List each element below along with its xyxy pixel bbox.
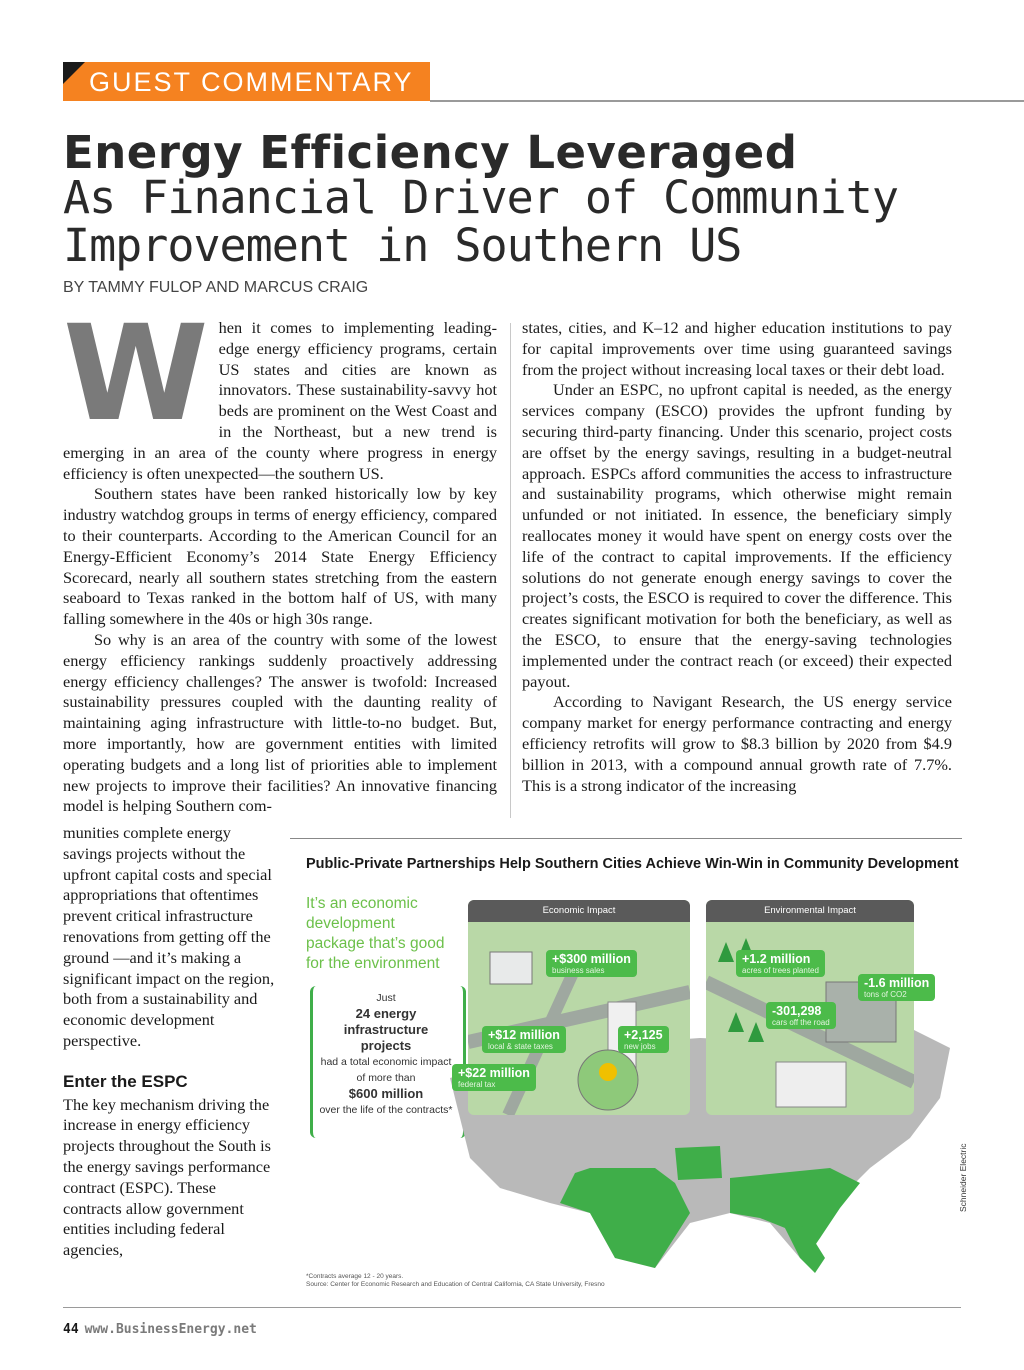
callout-co2 bbox=[858, 974, 935, 1001]
callout-label: federal tax bbox=[458, 1080, 496, 1089]
footer-site-link[interactable]: www.BusinessEnergy.net bbox=[84, 1322, 257, 1337]
figure-title: Public-Private Partnerships Help Southern Cities Achieve Win-Win in Community Development bbox=[306, 856, 959, 872]
figure-source: Source: Center for Economic Research and Education of Central California, CA State University, Fresno bbox=[306, 1281, 605, 1288]
bracket-text bbox=[318, 990, 454, 1118]
subtitle-line-1: As Financial Driver of Community bbox=[63, 171, 898, 224]
column-divider bbox=[510, 323, 511, 818]
bracket-just: Just bbox=[376, 992, 396, 1004]
callout-value: +1.2 million bbox=[742, 952, 811, 966]
callout-value: +$22 million bbox=[458, 1066, 530, 1080]
banner-rule bbox=[430, 100, 1024, 102]
callout-value: +2,125 bbox=[624, 1028, 663, 1042]
callout-value: +$300 million bbox=[552, 952, 631, 966]
map-south-texas-icon bbox=[560, 1168, 690, 1268]
right-paragraph-1: states, cities, and K–12 and higher education institutions to pay for capital improvements over time using guaranteed savings from the project without increasing local taxes or their debt load. bbox=[522, 318, 952, 379]
callout-new-jobs bbox=[618, 1026, 669, 1053]
section-subhead: Enter the ESPC bbox=[63, 1071, 188, 1091]
bracket-mid: had a total economic impact of more than bbox=[320, 1056, 452, 1084]
paragraph-4: The key mechanism driving the increase in energy efficiency projects throughout the South is the energy savings performance contract (ESPC). These contracts allow government entities including federal agencies, bbox=[63, 1094, 272, 1260]
right-paragraph-3: According to Navigant Research, the US energy service company market for energy performance contracting and energy efficiency retrofits will grow to $8.3 billion by 2020 from $4.9 billion in 2013, with a compound annual growth rate of 7.7%. This is a strong indicator of the increasing bbox=[522, 692, 952, 795]
article-title: Energy Efficiency Leveraged bbox=[63, 126, 798, 179]
callout-cars bbox=[766, 1002, 836, 1029]
article-subtitle bbox=[63, 171, 898, 272]
footer-rule bbox=[63, 1307, 961, 1308]
callout-label: tons of CO2 bbox=[864, 990, 907, 999]
bracket-amount: $600 million bbox=[348, 1086, 424, 1101]
environmental-panel-header: Environmental Impact bbox=[706, 900, 914, 922]
callout-label: business sales bbox=[552, 966, 605, 975]
callout-value: -1.6 million bbox=[864, 976, 930, 990]
byline: BY TAMMY FULOP AND MARCUS CRAIG bbox=[63, 279, 369, 296]
paragraph-3: So why is an area of the country with some of the lowest energy efficiency rankings suddenly proactively addressing energy efficiency challenges? The answer is twofold: Increased sustainability pressures coupled with the daunting reality of maintaining aging infrastructure with little-to-no budget. But, more importantly, how are government entities with limited operating budgets and a long list of priorities able to implement new projects to improve their facilities? An innovative financing model is helping Southern com- bbox=[63, 629, 497, 816]
left-column bbox=[63, 297, 497, 817]
callout-federal-tax bbox=[452, 1064, 536, 1091]
subtitle-line-2: Improvement in Southern US bbox=[63, 219, 742, 272]
figure-credit: Schneider Electric bbox=[958, 1143, 968, 1212]
corner-arrow-icon bbox=[63, 62, 85, 84]
callout-label: local & state taxes bbox=[488, 1042, 553, 1051]
callout-label: cars off the road bbox=[772, 1018, 830, 1027]
right-paragraph-2: Under an ESPC, no upfront capital is needed, as the energy services company (ESCO) provides the upfront funding by securing third-party financing. Under this scenario, project costs are offset by the energy savings, resulting in a budget-neutral approach. ESPCs afford communities the access to infrastructure and sustainability programs, which otherwise might remain unfunded or not initiated. In essence, the beneficiary simply reallocates money it would have spent on energy costs over the life of the contract to capital improvements. If the efficiency solutions do not generate enough energy savings to cover the project’s costs, the ESCO is required to cover the difference. This creates significant motivation for both the beneficiary, as well as the ESCO, to ensure that the energy-saving technologies implemented under the contract reach (or exceed) their expected payout. bbox=[522, 380, 952, 691]
paragraph-2: Southern states have been ranked historically low by key industry watchdog groups in terms of energy efficiency, compared to their counterparts. According to the American Council for an Energy-Efficient Economy’s 2014 State Energy Efficiency Scorecard, nearly all southern states stretching from the eastern seaboard to Texas ranked in the bottom half of US, with many falling somewhere in the 40s or high 30s range. bbox=[63, 484, 497, 629]
bracket-projects: 24 energy infrastructure projects bbox=[343, 1006, 429, 1053]
section-label: GUEST COMMENTARY bbox=[89, 67, 414, 97]
paragraph-3-continued: munities complete energy savings projects without the upfront capital costs and special appropriations that oftentimes prevent critical infrastructure renovations from getting off the ground —and it’s making a significant impact on the region, both from a sustainability and economic development perspective. bbox=[63, 823, 275, 1050]
figure-footnote: *Contracts average 12 - 20 years. bbox=[306, 1273, 404, 1280]
callout-label: acres of trees planted bbox=[742, 966, 819, 975]
callout-value: +$12 million bbox=[488, 1028, 560, 1042]
figure-tagline: It’s an economic development package that’s good for the environment bbox=[306, 895, 445, 972]
callout-local-taxes bbox=[482, 1026, 566, 1053]
callout-trees bbox=[736, 950, 825, 977]
infographic bbox=[290, 838, 962, 1298]
callout-value: -301,298 bbox=[772, 1004, 822, 1018]
drop-cap: W bbox=[63, 297, 209, 451]
narrow-column bbox=[63, 823, 278, 1261]
paragraph-1: hen it comes to implementing leading-edge energy efficiency programs, certain US states and cities are known as innovators. These sustainability-savvy hot beds are prominent on the West Coast and in the Northeast, but a new trend is emerging in an area of the county where progress in energy efficiency is often unexpected—the southern US. bbox=[63, 318, 497, 483]
section-banner bbox=[63, 62, 430, 101]
right-column bbox=[522, 318, 952, 796]
page-footer bbox=[63, 1322, 257, 1337]
environmental-impact-panel bbox=[706, 900, 914, 1115]
map-arkansas-icon bbox=[675, 1146, 722, 1180]
economic-panel-header: Economic Impact bbox=[468, 900, 690, 922]
figure-notes bbox=[306, 1273, 605, 1289]
callout-label: new jobs bbox=[624, 1042, 656, 1051]
callout-business-sales bbox=[546, 950, 637, 977]
bracket-end: over the life of the contracts* bbox=[319, 1104, 453, 1116]
page-number: 44 bbox=[63, 1322, 79, 1337]
